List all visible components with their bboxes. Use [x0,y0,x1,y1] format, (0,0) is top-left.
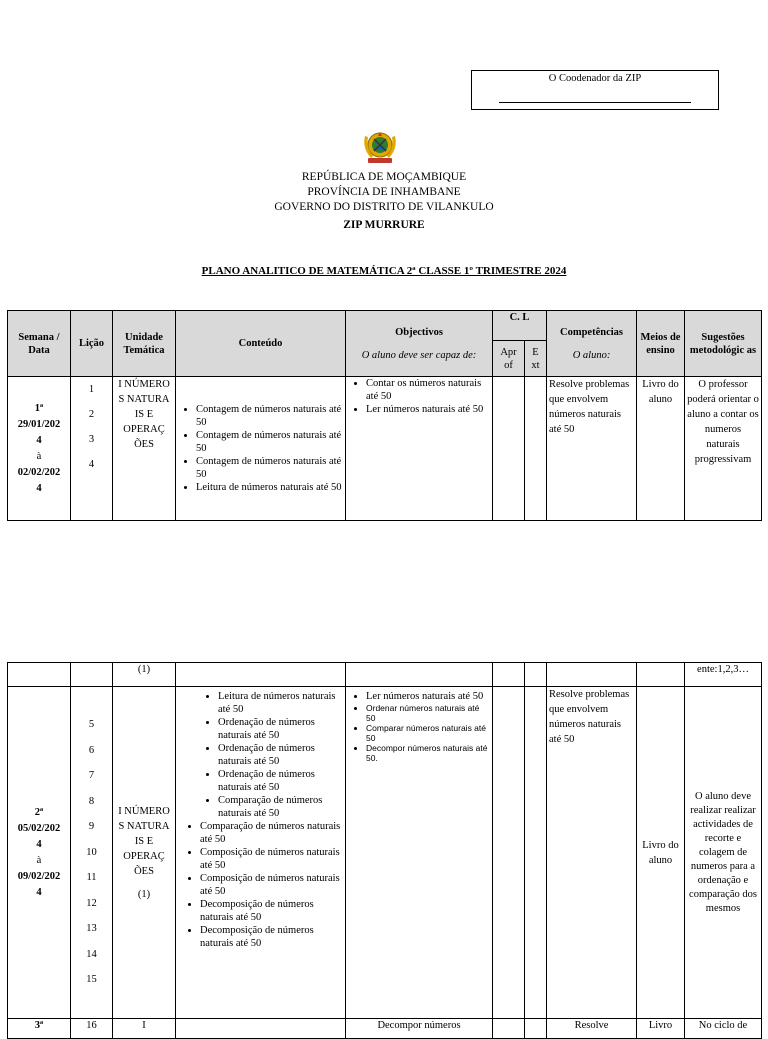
lesson-number: 9 [88,821,95,833]
objective-item: • Contar os números naturais até 50 [366,377,490,403]
row3-week: 3ª [8,1019,71,1039]
lesson-number: 10 [86,846,97,858]
header-zip: ZIP MURRURE [343,219,425,231]
plan-table-page2 [7,662,762,1039]
row3-means: Livro [637,1019,685,1039]
row2-competences: Resolve problemas que envolvem números naturais até 50 [547,687,637,1019]
cont-objectives [346,663,493,687]
coordinator-label: O Coodenador da ZIP [548,73,642,84]
row2-unit-name: I NÚMERO S NATURA IS E OPERAÇ ÕES [118,805,170,877]
row2-suggestions: O aluno deve realizar realizar actividades de recorte e colagem de numeros para a ordenação e comparação dos mesmos [685,687,762,1019]
row2-unit-number: (1) [137,888,151,900]
cont-lesson [71,663,113,687]
lesson-number: 1 [88,384,95,395]
objective-item: • Ler números naturais até 50 [366,690,490,703]
header-republic: REPÚBLICA DE MOÇAMBIQUE [301,171,467,183]
row2-week-end: 09/02/202 [17,870,61,882]
header-province: PROVÍNCIA DE INHAMBANE [307,186,461,198]
cont-cl-ext [525,663,547,687]
cont-content [176,663,346,687]
content-item: • Composição de números naturais até 50 [200,846,343,872]
row2-week [8,687,71,1019]
header-competences-title: Competências [560,326,623,338]
objective-item: • Decompor números naturais até 50. [366,743,490,763]
row1-week-end: 02/02/202 [17,466,61,478]
content-item: • Ordenação de números naturais até 50 [218,768,343,794]
content-item: • Comparação de números naturais até 50 [200,820,343,846]
row1-competences: Resolve problemas que envolvem números naturais até 50 [547,377,637,521]
row1-cl-ext [525,377,547,521]
row1-objectives [346,377,493,521]
content-item: • Contagem de números naturais até 50 [196,455,343,481]
row2-objectives [346,687,493,1019]
content-item: • Leitura de números naturais até 50 [196,481,343,494]
content-item: • Contagem de números naturais até 50 [196,403,343,429]
lesson-number: 7 [88,770,95,782]
lesson-number: 14 [86,948,97,960]
header-cl-ext: E xt [525,341,547,377]
header-objectives-title: Objectivos [395,326,443,338]
objective-item: • Ler números naturais até 50 [366,403,490,416]
row1-week-ord: 1ª [34,402,44,414]
document-title: PLANO ANALITICO DE MATEMÁTICA 2ª CLASSE 1º TRIMESTRE 2024 [201,265,567,277]
content-item: • Comparação de números naturais até 50 [218,794,343,820]
lesson-number: 6 [88,744,95,756]
header-competences [547,311,637,377]
content-item: • Decomposição de números naturais até 50 [200,898,343,924]
cont-cl-apr [493,663,525,687]
content-item: • Ordenação de números naturais até 50 [218,742,343,768]
cont-unit: (1) [113,663,176,687]
row1-unit: I NÚMERO S NATURA IS E OPERAÇ ÕES [113,377,176,521]
lesson-number: 15 [86,974,97,986]
signature-line [499,102,691,103]
row2-week-ord: 2ª [34,806,44,818]
row2-cl-apr [493,687,525,1019]
objective-item: • Ordenar números naturais até 50 [366,703,490,723]
row3-unit: I [113,1019,176,1039]
row2-means: Livro do aluno [637,687,685,1019]
row1-content [176,377,346,521]
header-cl: C. L [493,311,547,341]
row2-week-start: 05/02/202 [17,822,61,834]
cont-means [637,663,685,687]
cont-suggestions: ente:1,2,3… [685,663,762,687]
row3-content [176,1019,346,1039]
content-item: • Ordenação de números naturais até 50 [218,716,343,742]
header-means: Meios de ensino [637,311,685,377]
row1-cl-apr [493,377,525,521]
row1-week [8,377,71,521]
row2-content [176,687,346,1019]
row1-lessons [71,377,113,521]
row2-unit [113,687,176,1019]
row3-cl-apr [493,1019,525,1039]
row1-week-start: 29/01/202 [17,418,61,430]
row3-lesson: 16 [71,1019,113,1039]
lesson-number: 5 [88,719,95,731]
cont-competences [547,663,637,687]
content-item: • Contagem de números naturais até 50 [196,429,343,455]
row2-cl-ext [525,687,547,1019]
header-cl-apr: Apr of [493,341,525,377]
lesson-number: 11 [86,872,97,884]
mozambique-emblem-icon [359,126,401,166]
header-suggestions: Sugestões metodológic as [685,311,762,377]
row1-week-start-year: 4 [36,434,42,446]
row1-suggestions: O professor poderá orientar o aluno a contar os numeros naturais progressivam [685,377,762,521]
header-unit: Unidade Temática [113,311,176,377]
header-lesson: Lição [71,311,113,377]
lesson-number: 3 [88,434,95,445]
plan-table-page1 [7,310,762,521]
row2-week-start-year: 4 [36,838,42,850]
header-week: Semana / Data [8,311,71,377]
lesson-number: 12 [86,897,97,909]
header-competences-sub: O aluno: [572,349,611,361]
row2-week-end-year: 4 [36,886,42,898]
content-item: • Decomposição de números naturais até 50 [200,924,343,950]
lesson-number: 2 [88,409,95,420]
row1-means: Livro do aluno [637,377,685,521]
header-content: Conteúdo [176,311,346,377]
header-objectives-sub: O aluno deve ser capaz de: [361,349,477,361]
header-objectives [346,311,493,377]
lesson-number: 8 [88,795,95,807]
objective-item: • Comparar números naturais até 50 [366,723,490,743]
lesson-number: 4 [88,459,95,470]
row3-suggestions: No ciclo de [685,1019,762,1039]
row3-objectives: Decompor números [346,1019,493,1039]
row2-lessons [71,687,113,1019]
row3-cl-ext [525,1019,547,1039]
lesson-number: 13 [86,923,97,935]
row1-week-to: à [36,450,42,462]
row2-week-to: à [36,854,42,866]
content-item: • Composição de números naturais até 50 [200,872,343,898]
row1-week-end-year: 4 [36,482,42,494]
header-district: GOVERNO DO DISTRITO DE VILANKULO [274,201,494,213]
content-item: • Leitura de números naturais até 50 [218,690,343,716]
document-header [0,170,768,233]
coordinator-signature-box [471,70,719,110]
cont-week [8,663,71,687]
row3-competences: Resolve [547,1019,637,1039]
